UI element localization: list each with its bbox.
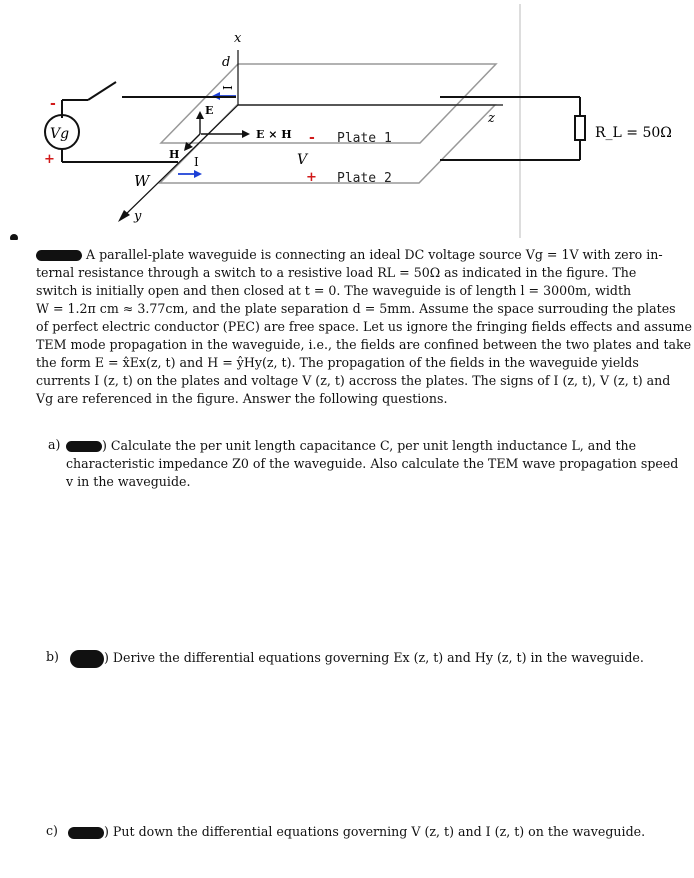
label-V: V — [297, 152, 308, 168]
intro-line-9: Vg are referenced in the figure. Answer the following questions. — [36, 391, 448, 406]
e-field-arrowhead — [196, 111, 204, 119]
y-axis-label: y — [134, 209, 142, 224]
plate-1-label: Plate 1 — [337, 131, 392, 146]
intro-line-8: currents I (z, t) on the plates and voltage V (z, t) accross the plates. The signs of I (z, t), V (z, t) and — [36, 373, 671, 388]
question-a-marker: a) — [48, 437, 61, 452]
label-E: E — [205, 104, 214, 117]
problem-statement — [36, 246, 692, 408]
question-b-marker: b) — [46, 649, 59, 664]
question-b — [70, 649, 670, 668]
source-label: Vg — [50, 126, 70, 142]
redaction-blob — [36, 250, 82, 261]
source-plus-sign: + — [44, 152, 55, 167]
intro-line-3: switch is initially open and then closed at t = 0. The waveguide is of length l = 3000m, width — [36, 283, 632, 298]
question-a — [66, 437, 679, 491]
z-axis-label: z — [488, 111, 495, 126]
intro-line-5: of perfect electric conductor (PEC) are free space. Let us ignore the fringing fields effects and assume — [36, 319, 692, 334]
intro-line-6: TEM mode propagation in the waveguide, i.e., the fields are confined between the two plates and take — [36, 337, 692, 352]
waveguide-figure — [0, 0, 694, 240]
x-axis-label: x — [234, 31, 242, 46]
label-H: H — [169, 148, 180, 161]
question-c-line-1: ) Put down the differential equations governing V (z, t) and I (z, t) on the waveguide. — [68, 823, 668, 841]
load-label: R_L = 50Ω — [595, 125, 672, 141]
intro-line-2: ternal resistance through a switch to a resistive load RL = 50Ω as indicated in the figure. The — [36, 265, 637, 280]
intro-line-7: the form E = x̂Ex(z, t) and H = ŷHy(z, t). The propagation of the fields in the waveguide yields — [36, 355, 639, 370]
current-arrowhead-bottom — [194, 170, 202, 178]
label-W: W — [134, 172, 150, 190]
sign-plus-plate: + — [306, 170, 317, 185]
question-a-line-3: v in the waveguide. — [66, 474, 191, 489]
label-ExH: E × H — [256, 128, 292, 141]
switch-blade — [88, 82, 116, 100]
sign-minus-plate: - — [309, 130, 315, 146]
label-I-top: I — [221, 85, 235, 90]
poynting-arrowhead — [242, 130, 250, 138]
source-minus-sign: - — [50, 96, 56, 112]
redaction-blob — [70, 650, 104, 668]
question-a-line-1: ) Calculate the per unit length capacitance C, per unit length inductance L, and the — [66, 437, 674, 455]
redaction-blob — [68, 827, 104, 839]
scribble-mark — [10, 234, 18, 240]
question-b-line-1: ) Derive the differential equations governing Ex (z, t) and Hy (z, t) in the waveguide. — [70, 649, 670, 668]
intro-line-4: W = 1.2π cm ≈ 3.77cm, and the plate separation d = 5mm. Assume the space surrouding the plates — [36, 301, 676, 316]
plate-2-label: Plate 2 — [337, 171, 392, 186]
redaction-blob — [66, 441, 102, 452]
question-c-marker: c) — [46, 823, 58, 838]
intro-line-1: A parallel-plate waveguide is connecting an ideal DC voltage source Vg = 1V with zero in- — [36, 246, 672, 264]
label-d: d — [222, 55, 231, 70]
question-c — [68, 823, 668, 841]
load-resistor — [575, 116, 585, 140]
question-a-line-2: characteristic impedance Z0 of the waveguide. Also calculate the TEM wave propagation speed — [66, 456, 679, 471]
label-I-bottom: I — [194, 155, 199, 169]
